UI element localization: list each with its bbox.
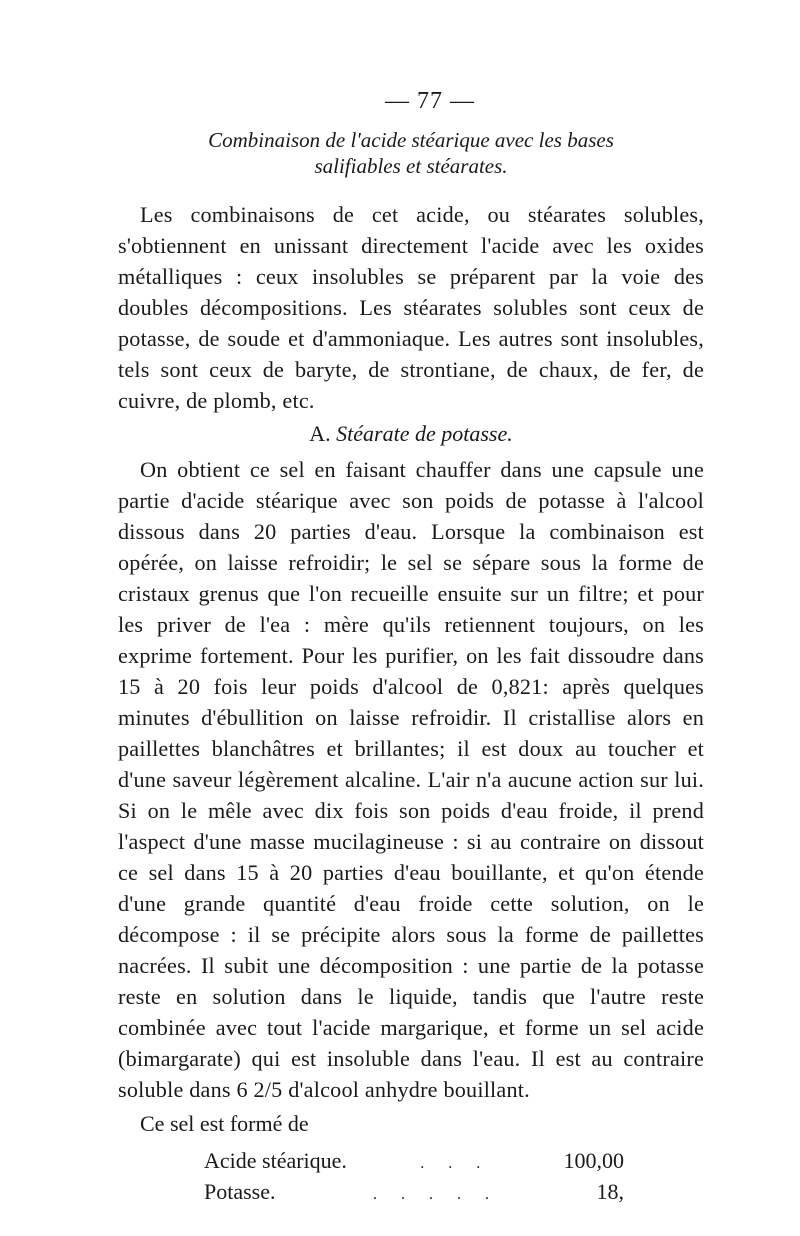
composition-dots: . . . . .: [373, 1186, 499, 1203]
heading-line-2: salifiables et stéarates.: [314, 154, 508, 178]
composition-intro: Ce sel est formé de: [140, 1111, 309, 1136]
composition-row: [204, 1178, 624, 1209]
paragraph-stearate-potasse: On obtient ce sel en faisant chauffer dans une capsule une partie d'acide stéarique avec son poids de potasse à l'alcool dissous dans 20 parties d'eau. Lorsque la combinaison est opérée, on laisse refroidir; le sel se sépare sous la forme de cristaux grenus que l'on recueille ensuite sur un filtre; et pour les priver de l'ea : mère qu'ils retiennent toujours, on les exprime fortement. Pour les purifier, on les fait dissoudre dans 15 à 20 fois leur poids d'alcool de 0,821: après quelques minutes d'ébullition on laisse refroidir. Il cristallise alors en paillettes blanchâtres et brillantes; il est doux au toucher et d'une saveur légèrement alcaline. L'air n'a aucune action sur lui. Si on le mêle avec dix fois son poids d'eau froide, il prend l'aspect d'une masse mucilagineuse : si au contraire on dissout ce sel dans 15 à 20 parties d'eau bouillante, et qu'on étende d'une grande quantité d'eau froide cette solution, on le décompose : il se précipite alors sous la forme de paillettes nacrées. Il subit une décomposition : une partie de la potasse reste en solution dans le liquide, tandis que l'autre reste combinée avec tout l'acide margarique, et forme un sel acide (bimargarate) qui est insoluble dans l'eau. Il est au contraire soluble dans 6 2/5 d'alcool anhydre bouillant.: [118, 457, 704, 1102]
composition-dots: . . .: [420, 1155, 491, 1172]
section-letter: A.: [309, 421, 331, 446]
chapter-heading: [118, 127, 704, 179]
composition-row: [204, 1147, 624, 1178]
heading-line-1: Combinaison de l'acide stéarique avec les bases: [208, 128, 614, 152]
page-number: — 77 —: [385, 88, 475, 114]
paragraph-intro: Les combinaisons de cet acide, ou stéarates solubles, s'obtiennent en unissant directement l'acide avec les oxides métalliques : ceux insolubles se préparent par la voie des doubles décompositions. Les stéarates solubles sont ceux de potasse, de soude et d'ammoniaque. Les autres sont insolubles, tels sont ceux de baryte, de strontiane, de chaux, de fer, de cuivre, de plomb, etc.: [118, 202, 704, 413]
composition-value: 100,00: [563, 1148, 624, 1173]
section-name: Stéarate de potasse.: [336, 421, 513, 446]
composition-value: 18,: [596, 1179, 624, 1204]
section-title: [118, 420, 704, 448]
composition-table: [204, 1147, 624, 1209]
composition-label: Potasse.: [204, 1179, 276, 1204]
composition-label: Acide stéarique.: [204, 1148, 347, 1173]
